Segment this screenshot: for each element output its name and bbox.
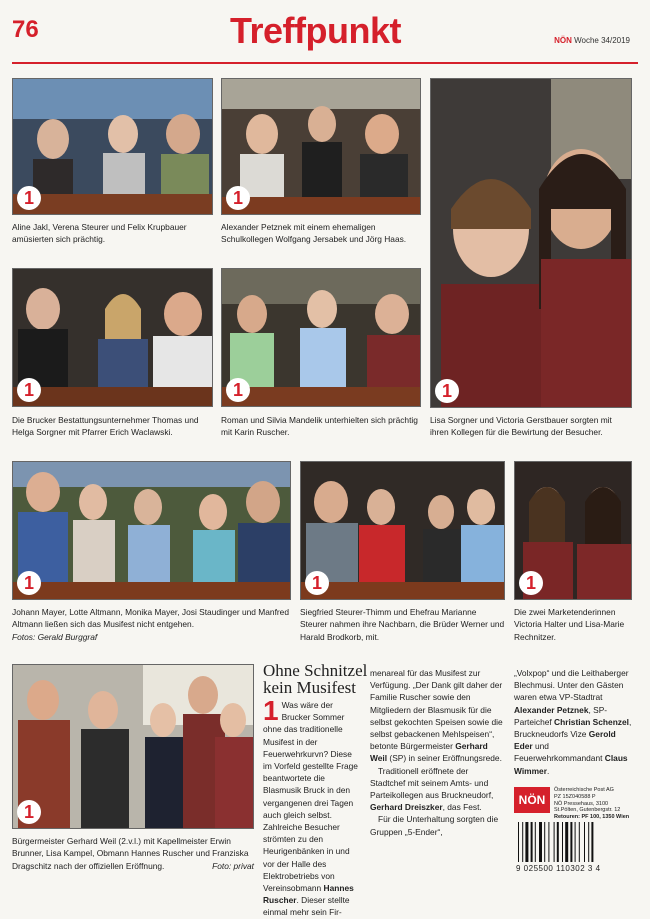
photo-caption: Lisa Sorgner und Victoria Gerstbauer sorgten mit ihren Kollegen für die Bewirtung der Besucher.	[430, 415, 612, 438]
article-column-3	[514, 667, 632, 777]
photo-caption: Roman und Silvia Mandelik unterhielten sich prächtig mit Karin Ruscher.	[221, 415, 418, 438]
brand-name: NÖN	[554, 36, 572, 45]
photo-badge: 1	[226, 186, 250, 210]
article-text: und Feuerwehrkommandant	[514, 741, 603, 764]
photo-5	[221, 268, 421, 407]
article-text: , SP-Parteichef	[514, 704, 608, 727]
non-logo: NÖN	[514, 787, 550, 813]
photo-8	[514, 461, 632, 600]
postal-line: PZ 15Z040588 P	[554, 793, 596, 800]
issue-info	[554, 36, 630, 45]
photo-badge: 1	[17, 571, 41, 595]
barcode-number: 9 025500 110302 3 4	[516, 864, 601, 873]
article-column-2	[370, 667, 505, 838]
postal-line: Retouren: PF 100, 1350 Wien	[554, 814, 630, 821]
dropcap: 1	[263, 695, 279, 726]
photo-caption	[12, 835, 254, 872]
article-name: Gerhard Weil	[370, 741, 488, 764]
article-column-1	[263, 695, 361, 919]
photo-badge: 1	[435, 379, 459, 403]
photo-badge: 1	[17, 186, 41, 210]
article-name: Christian Schenzel	[554, 716, 629, 727]
article-name: Alexander Petznek	[514, 704, 589, 715]
article-text: Was wäre der Brucker Sommer ohne das traditionelle Musifest in der Feuerwehrkurvn? Diese im Vorfeld gestellte Frage beantwortete die Blasmusik Bruck in den vergangenen drei Tagen auch gleich selbst. Zahlreiche Besucher strömten zu den Heurigenbänken in und vor der Halle des Elektrobetriebs von Vereinsobmann	[263, 700, 358, 894]
article-name: Claus Wimmer	[514, 753, 628, 776]
postal-line: St.Pölten, Gutenbergstr. 12	[554, 807, 621, 814]
article-text: Für die Unterhaltung sorgten die Gruppen „5-Ender“,	[370, 814, 499, 837]
article-text: , das Fest.	[442, 802, 482, 813]
header-rule	[12, 62, 638, 64]
article-text: (SP) in seiner Eröffnungsrede.	[387, 753, 502, 764]
article-name: Gerhard Dreiszker	[370, 802, 443, 813]
photo-badge: 1	[305, 571, 329, 595]
article-text: . Dieser stellte einmal mehr sein Fir-	[263, 895, 350, 918]
photo-badge: 1	[17, 378, 41, 402]
photo-caption: Alexander Petznek mit einem ehemaligen Schulkollegen Wolfgang Jersabek und Jörg Haas.	[221, 222, 407, 245]
photo-9	[12, 664, 254, 829]
article-text: , Bruckneudorfs Vize	[514, 716, 632, 740]
photo-badge: 1	[519, 571, 543, 595]
photo-1	[12, 78, 213, 215]
article-text: Traditionell eröffnete der Stadtchef mit seinem Amts- und Parteikollegen aus Bruckneudorf,	[370, 765, 494, 801]
caption-text: Johann Mayer, Lotte Altmann, Monika Mayer, Josi Staudinger und Manfred Altmann ließen sich das Musifest nicht entgehen.	[12, 607, 289, 630]
photo-caption: Aline Jakl, Verena Steurer und Felix Krupbauer amüsierten sich prächtig.	[12, 222, 187, 245]
photo-badge: 1	[17, 800, 41, 824]
article-text: menareal für das Musifest zur Verfügung. „Der Dank gilt daher der Familie Ruscher sowie den Mitgliedern der Blasmusik für die selbst gekochten Speisen sowie die selbst gebackenen Mehlspeisen“, betonte Bürgermeister	[370, 668, 503, 752]
article-title-line1: Ohne Schnitzel	[263, 661, 368, 680]
article-text: .	[546, 765, 550, 776]
postal-info	[554, 787, 629, 821]
photo-caption: Siegfried Steurer-Thimm und Ehefrau Marianne Steurer nahmen ihre Nachbarn, die Brüder Werner und Harald Brodkorb, mit.	[300, 607, 505, 642]
photo-3	[430, 78, 632, 408]
photo-credit: Fotos: Gerald Burggraf	[12, 631, 98, 642]
caption-text: Bürgermeister Gerhard Weil (2.v.l.) mit Kapellmeister Erwin Brunner, Lisa Kampel, Obmann Hannes Ruscher und Franziska Dragschitz nach der offiziellen Eröffnung.	[12, 836, 249, 871]
article-title-line2: kein Musifest	[263, 678, 357, 697]
photo-2	[221, 78, 421, 215]
photo-credit: Foto: privat	[212, 860, 254, 871]
photo-caption: Die Brucker Bestattungsunternehmer Thomas und Helga Sorgner mit Pfarrer Erich Waclawski.	[12, 415, 199, 438]
photo-6	[12, 461, 291, 600]
issue-week: Woche 34/2019	[574, 36, 630, 45]
photo-badge: 1	[226, 378, 250, 402]
page-number: 76	[12, 16, 39, 43]
photo-caption: Die zwei Marketenderinnen Victoria Halter und Lisa-Marie Rechnitzer.	[514, 607, 625, 642]
barcode	[516, 822, 626, 864]
photo-4	[12, 268, 213, 407]
article-name: Hannes Ruscher	[263, 883, 354, 906]
article-text: „Volxpop“ und die Leithaberger Blechmusi. Unter den Gästen waren etwa VP-Stadtrat	[514, 668, 629, 703]
page-title: Treffpunkt	[230, 10, 401, 51]
photo-caption	[12, 606, 292, 643]
article-title	[263, 662, 367, 696]
postal-line: Österreichische Post AG	[554, 787, 614, 793]
photo-7	[300, 461, 505, 600]
article-name: Gerold Eder	[514, 729, 616, 752]
postal-line: NÖ Pressehaus, 3100	[554, 800, 609, 807]
